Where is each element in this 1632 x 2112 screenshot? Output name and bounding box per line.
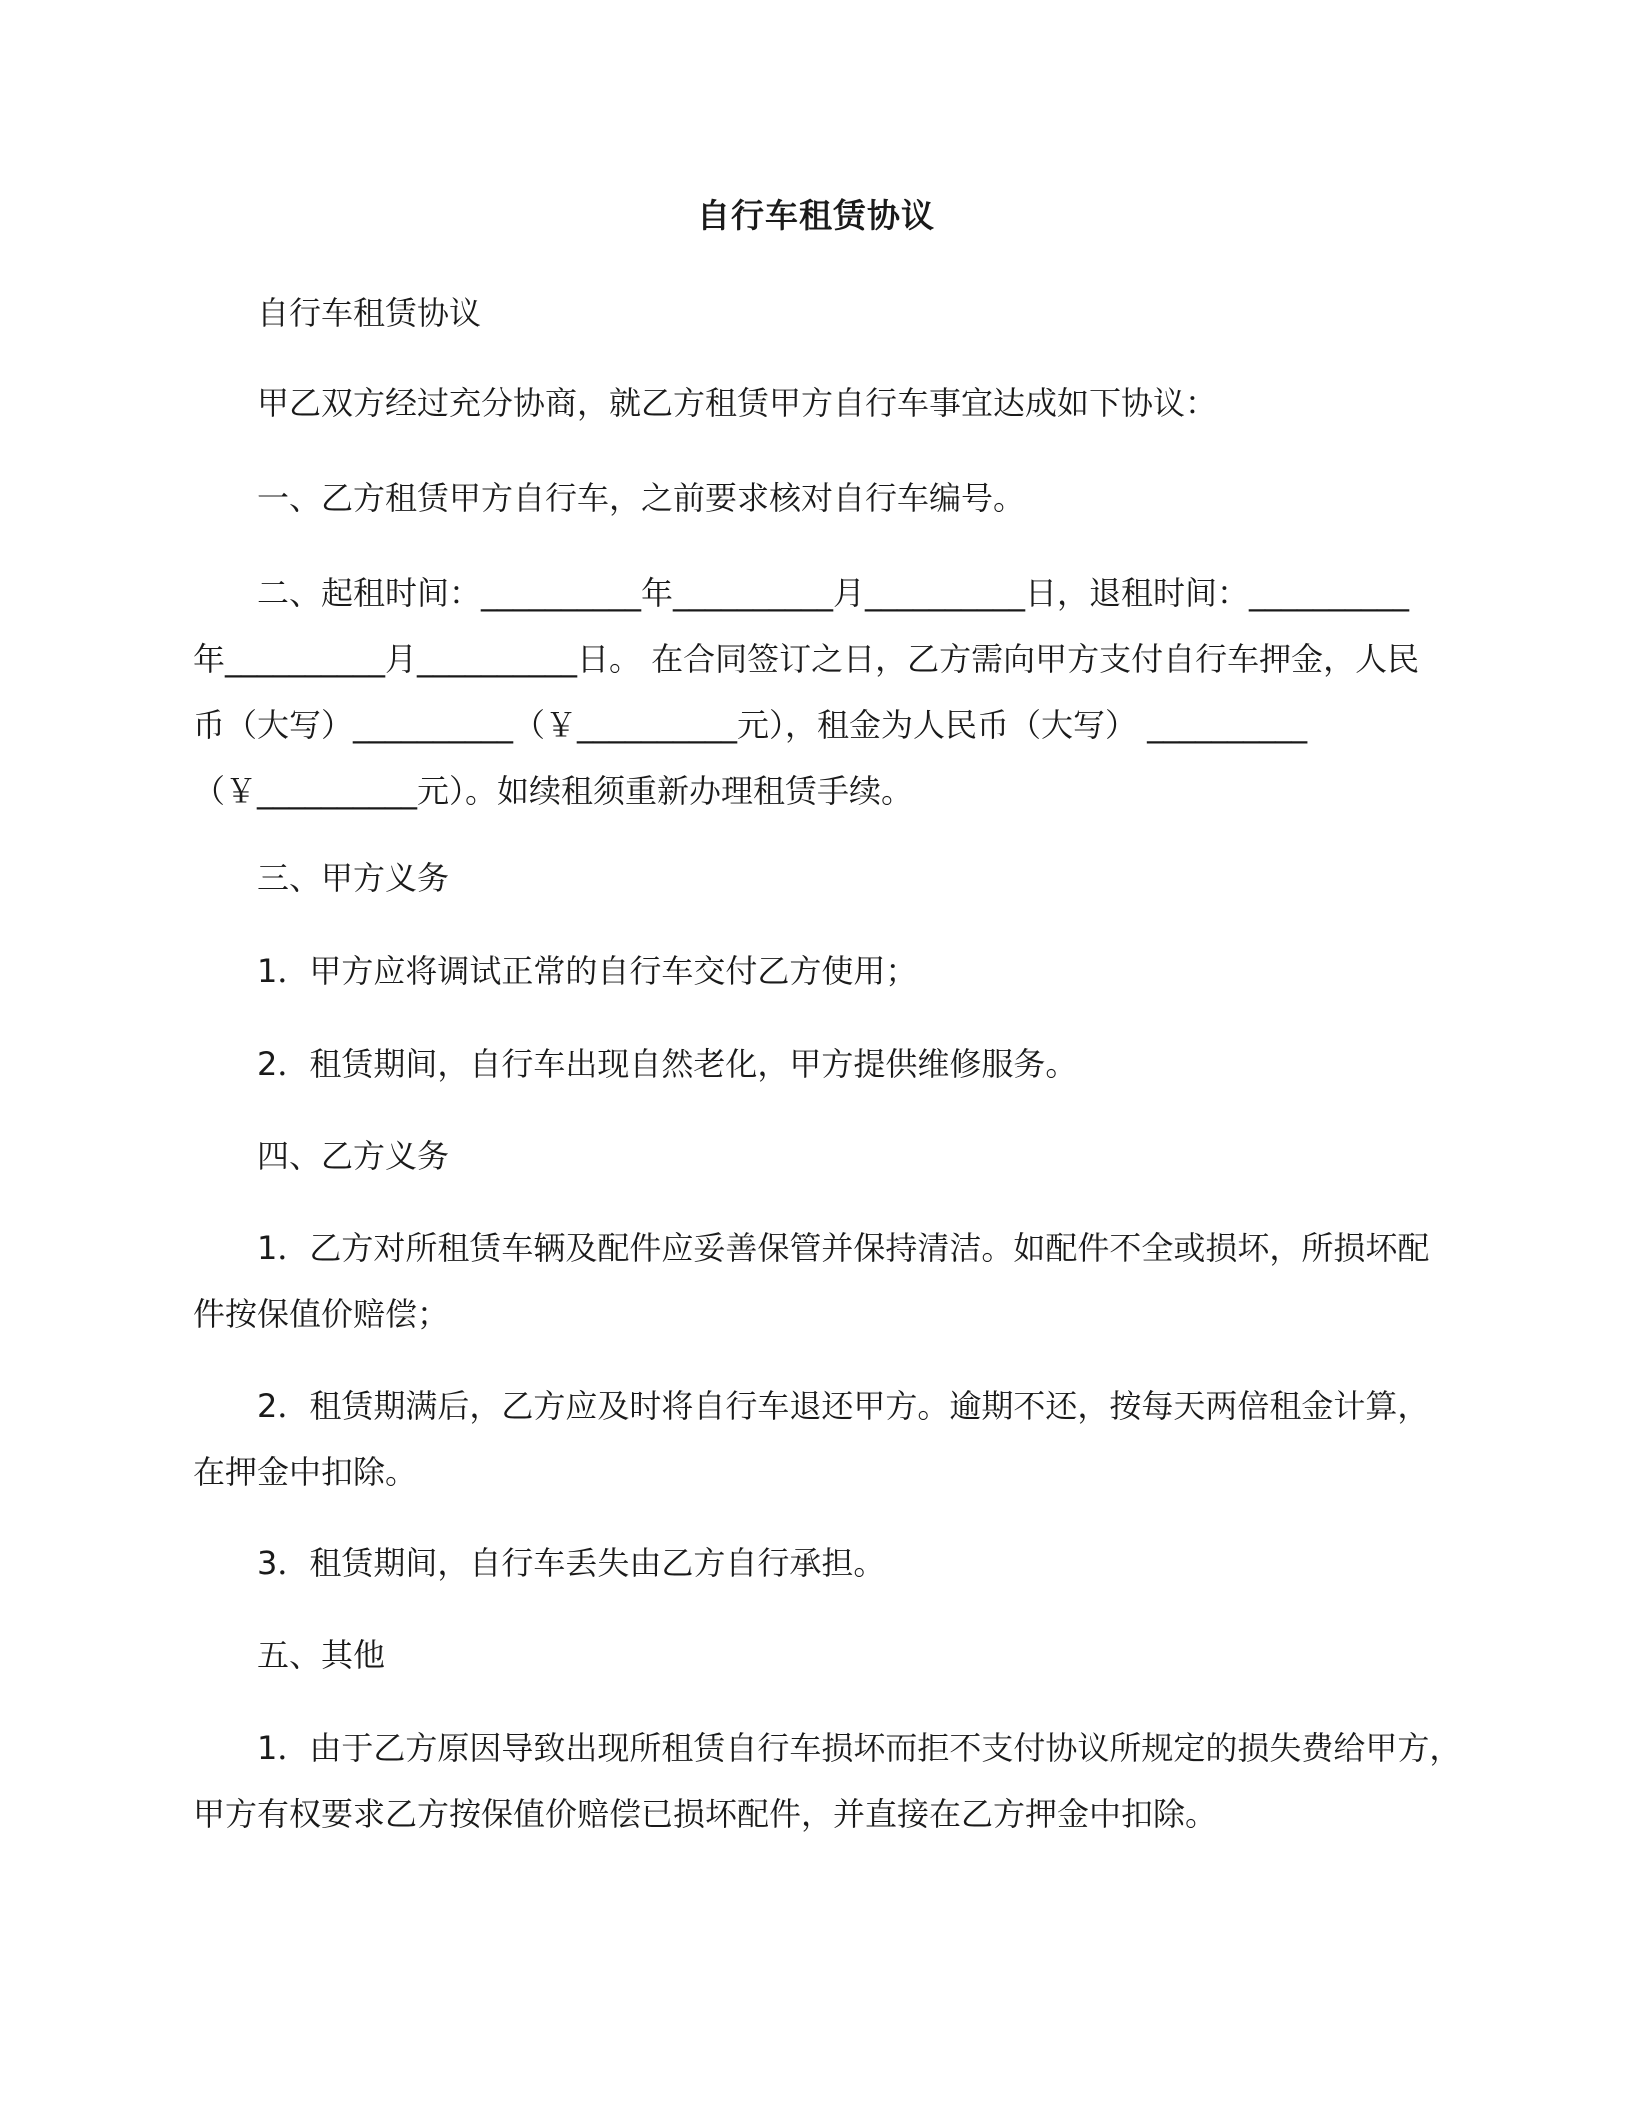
section-5-heading: 五、其他 — [257, 1636, 386, 1674]
clause-2-line-1: 二、起租时间：__________年__________月__________日，退租时间：__________ — [257, 574, 1410, 612]
clause-2-line-2: 年__________月__________日。 在合同签订之日，乙方需向甲方支付自行车押金，人民 — [193, 640, 1420, 678]
section-4-item-3: 3．租赁期间，自行车丢失由乙方自行承担。 — [257, 1544, 886, 1582]
section-4-item-1: 1．乙方对所租赁车辆及配件应妥善保管并保持清洁。如配件不全或损坏，所损坏配 件按保值价赔偿； — [193, 1229, 1430, 1333]
document-subtitle: 自行车租赁协议 — [257, 294, 482, 332]
section-3-heading: 三、甲方义务 — [257, 859, 450, 897]
clause-2 — [193, 560, 1443, 824]
section-4-item-2: 2．租赁期满后，乙方应及时将自行车退还甲方。逾期不还，按每天两倍租金计算， 在押金中扣除。 — [193, 1387, 1430, 1491]
section-4-heading: 四、乙方义务 — [257, 1137, 450, 1175]
section-5-item-1: 1．由于乙方原因导致出现所租赁自行车损坏而拒不支付协议所规定的损失费给甲方， 甲方有权要求乙方按保值价赔偿已损坏配件，并直接在乙方押金中扣除。 — [193, 1729, 1462, 1833]
document-title: 自行车租赁协议 — [697, 196, 935, 235]
intro-paragraph: 甲乙双方经过充分协商，就乙方租赁甲方自行车事宜达成如下协议： — [257, 384, 1218, 422]
section-3-item-2: 2．租赁期间，自行车出现自然老化，甲方提供维修服务。 — [257, 1045, 1078, 1083]
clause-2-line-3: 币（大写）__________（￥__________元），租金为人民币（大写） __________ — [193, 706, 1308, 744]
section-3-item-1: 1．甲方应将调试正常的自行车交付乙方使用； — [257, 952, 918, 990]
clause-2-line-4: （￥__________元）。如续租须重新办理租赁手续。 — [193, 772, 914, 810]
clause-1: 一、乙方租赁甲方自行车，之前要求核对自行车编号。 — [257, 479, 1026, 517]
